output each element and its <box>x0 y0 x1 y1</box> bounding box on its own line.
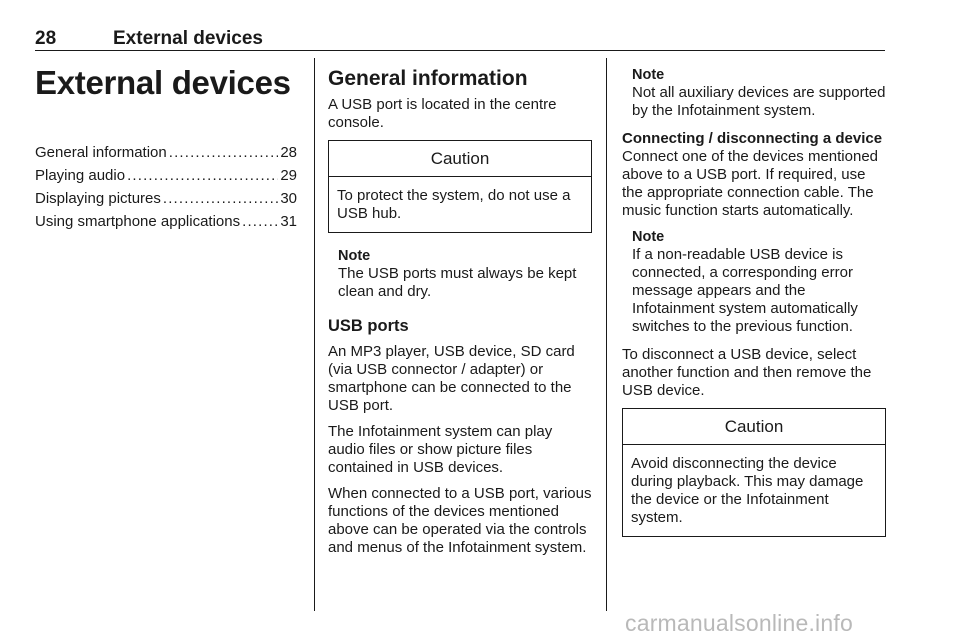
toc-label: Playing audio <box>35 167 126 184</box>
note-text: If a non-readable USB device is connected, a corresponding error message appears and the Infotainment system automatically switches to the previous function. <box>632 246 858 335</box>
caution-heading: Caution <box>329 141 591 177</box>
toc-page-number: 30 <box>280 190 297 207</box>
toc-page-number: 31 <box>280 213 297 230</box>
note-label: Note <box>632 67 665 83</box>
caution-text: To protect the system, do not use a USB hub. <box>337 187 571 222</box>
connecting-paragraph: Connect one of the devices mentioned above to a USB port. If required, use the appropriate connection cable. The music function starts automatically. <box>622 148 879 219</box>
disconnect-paragraph: To disconnect a USB device, select another function and then remove the USB device. <box>622 346 872 399</box>
column-general-information <box>328 60 592 565</box>
note-usb-clean <box>338 247 592 301</box>
column-contents <box>35 60 297 233</box>
running-title: External devices <box>113 28 263 49</box>
note-label: Note <box>338 248 371 264</box>
page-number: 28 <box>35 28 57 49</box>
watermark-text: carmanualsonline.info <box>625 610 853 636</box>
caution-text: Avoid disconnecting the device during playback. This may damage the device or the Infotainment system. <box>631 455 864 526</box>
table-of-contents <box>35 141 297 233</box>
caution-box-usb-hub <box>328 140 592 233</box>
usb-ports-paragraph-2: The Infotainment system can play audio files or show picture files contained in USB devices. <box>328 423 553 476</box>
note-auxiliary-devices <box>632 66 886 120</box>
note-text: The USB ports must always be kept clean and dry. <box>338 265 577 300</box>
usb-ports-paragraph-1: An MP3 player, USB device, SD card (via USB connector / adapter) or smartphone can be connected to the USB port. <box>328 343 575 414</box>
column-divider-right <box>606 58 607 611</box>
toc-page-number: 28 <box>280 144 297 161</box>
note-text: Not all auxiliary devices are supported by the Infotainment system. <box>632 84 886 119</box>
toc-leader-dots <box>163 187 278 210</box>
toc-label: General information <box>35 144 167 161</box>
subsection-title-usb-ports: USB ports <box>328 317 409 335</box>
column-divider-left <box>314 58 315 611</box>
toc-leader-dots <box>127 164 278 187</box>
toc-label: Displaying pictures <box>35 190 161 207</box>
column-connecting-devices <box>622 60 886 551</box>
toc-leader-dots <box>242 210 278 233</box>
toc-item-general-information[interactable] <box>35 141 297 164</box>
page-header <box>35 28 885 51</box>
intro-paragraph: A USB port is located in the centre console. <box>328 96 557 131</box>
note-label: Note <box>632 229 665 245</box>
section-title-general-information: General information <box>328 67 528 90</box>
toc-item-using-smartphone-applications[interactable] <box>35 210 297 233</box>
usb-ports-paragraph-3: When connected to a USB port, various functions of the devices mentioned above can be operated via the controls and menus of the Infotainment system. <box>328 485 592 556</box>
toc-item-playing-audio[interactable] <box>35 164 297 187</box>
caution-heading: Caution <box>623 409 885 445</box>
toc-item-displaying-pictures[interactable] <box>35 187 297 210</box>
note-non-readable-device <box>632 228 886 336</box>
toc-leader-dots <box>169 141 279 164</box>
connecting-heading: Connecting / disconnecting a device <box>622 130 883 147</box>
toc-page-number: 29 <box>280 167 297 184</box>
chapter-title: External devices <box>35 64 291 101</box>
toc-label: Using smartphone applications <box>35 213 241 230</box>
caution-box-disconnecting <box>622 408 886 537</box>
